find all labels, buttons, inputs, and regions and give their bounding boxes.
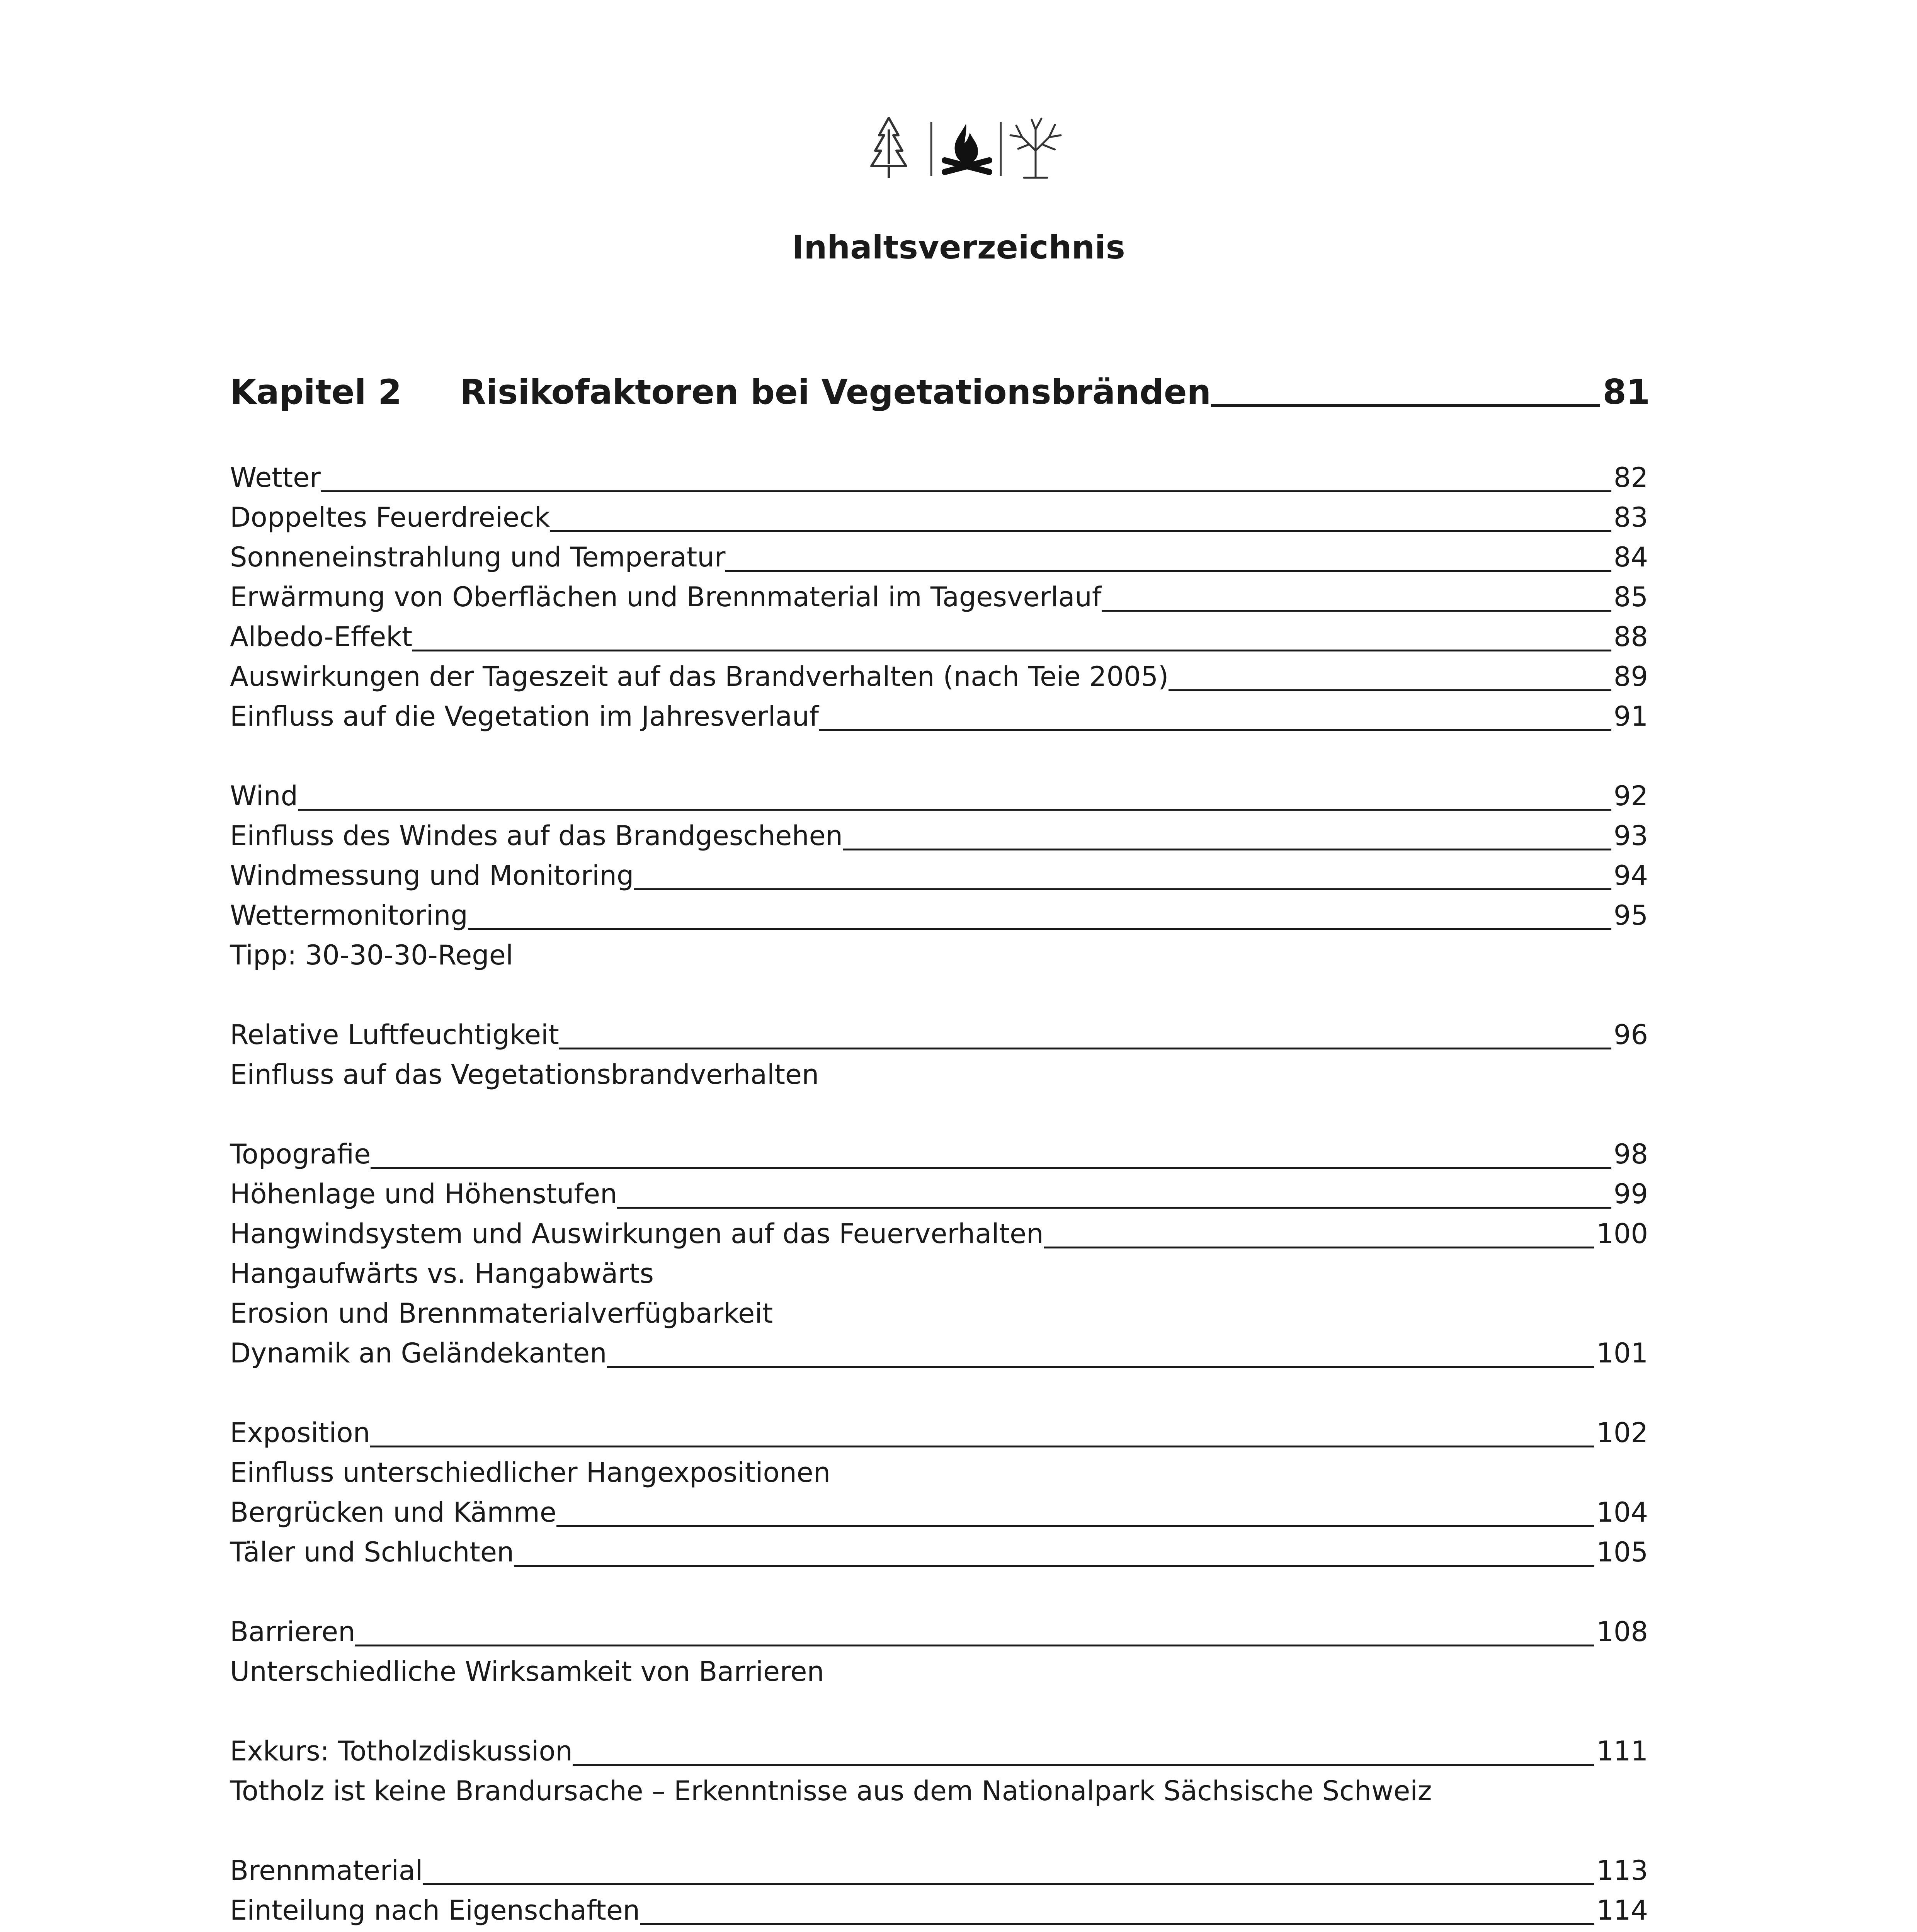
campfire-icon: [945, 124, 989, 172]
leader-line: [550, 530, 1611, 532]
toc-entry-page: 108: [1596, 1616, 1648, 1648]
toc-entry-page: 83: [1613, 502, 1648, 533]
toc-entry-title: Höhenlage und Höhenstufen: [230, 1178, 617, 1210]
toc-entry[interactable]: [230, 896, 1648, 935]
leader-line: [371, 1167, 1611, 1169]
leader-line: [468, 928, 1611, 930]
leader-line: [725, 570, 1611, 572]
leader-line: [298, 809, 1611, 811]
toc-entry[interactable]: [230, 1333, 1648, 1373]
toc-entry-title: Hangwindsystem und Auswirkungen auf das Feuerverhalten: [230, 1218, 1044, 1250]
toc-entry-page: 101: [1596, 1337, 1648, 1369]
toc-entry-title: Sonneneinstrahlung und Temperatur: [230, 541, 726, 573]
toc-entry-title: Täler und Schluchten: [230, 1536, 514, 1568]
group-spacer: [230, 975, 1648, 1015]
leader-line: [556, 1525, 1594, 1527]
leader-line: [1102, 610, 1611, 612]
leader-line: [1044, 1247, 1594, 1248]
toc-entry-page: 82: [1613, 462, 1648, 493]
toc-entry-page: 111: [1596, 1735, 1648, 1767]
leader-line: [370, 1446, 1594, 1447]
leader-line: [1211, 404, 1599, 407]
leader-line: [819, 729, 1611, 731]
toc-entry-title: Wetter: [230, 462, 321, 493]
toc-entry-page: 100: [1596, 1218, 1648, 1250]
chapter-entry[interactable]: [460, 373, 1650, 412]
toc-entry[interactable]: [230, 1930, 1648, 1932]
toc-entry[interactable]: [230, 1851, 1648, 1891]
toc-entry-title: Bergrücken und Kämme: [230, 1497, 556, 1528]
toc-entry-page: 104: [1596, 1497, 1648, 1528]
toc-entry-title: Erwärmung von Oberflächen und Brennmaterial im Tagesverlauf: [230, 581, 1102, 613]
toc-entry-title: Relative Luftfeuchtigkeit: [230, 1019, 559, 1051]
leader-line: [412, 650, 1611, 651]
toc-entry-page: 89: [1613, 661, 1648, 692]
leader-line: [355, 1645, 1594, 1646]
toc-entry-page: 113: [1596, 1855, 1648, 1886]
toc-entry-title: Dynamik an Geländekanten: [230, 1337, 607, 1369]
group-spacer: [230, 1373, 1648, 1413]
toc-entry[interactable]: [230, 1254, 1648, 1294]
toc-entry-title: Wettermonitoring: [230, 900, 468, 931]
toc-entry-page: 94: [1613, 860, 1648, 891]
toc-entry-title: Doppeltes Feuerdreieck: [230, 502, 550, 533]
page-title: Inhaltsverzeichnis: [792, 228, 1125, 266]
toc-entry-title: Einfluss auf das Vegetationsbrandverhalten: [230, 1059, 819, 1090]
toc-entry[interactable]: [230, 1453, 1648, 1493]
toc-entry-page: 85: [1613, 581, 1648, 613]
toc-entry-page: 84: [1613, 541, 1648, 573]
toc-entry[interactable]: [230, 1731, 1648, 1771]
toc-entry[interactable]: [230, 1174, 1648, 1214]
toc-entry-title: Albedo-Effekt: [230, 621, 413, 653]
toc-entry[interactable]: [230, 537, 1648, 577]
toc-entry[interactable]: [230, 657, 1648, 697]
leader-line: [514, 1565, 1594, 1567]
toc-entry-title: Erosion und Brennmaterialverfügbarkeit: [230, 1298, 773, 1329]
toc-entry-page: 92: [1613, 780, 1648, 812]
leader-line: [607, 1366, 1594, 1368]
toc-entry-title: Brennmaterial: [230, 1855, 423, 1886]
group-spacer: [230, 1811, 1648, 1851]
toc-entry-page: 99: [1613, 1178, 1648, 1210]
group-spacer: [230, 736, 1648, 776]
toc-entry[interactable]: [230, 816, 1648, 856]
toc-entry-title: Exkurs: Totholzdiskussion: [230, 1735, 573, 1767]
toc-entry[interactable]: [230, 1612, 1648, 1652]
toc-entry-title: Windmessung und Monitoring: [230, 860, 634, 891]
toc-entry[interactable]: [230, 458, 1648, 498]
toc-entry-title: Tipp: 30-30-30-Regel: [230, 939, 514, 971]
toc-entry[interactable]: [230, 935, 1648, 975]
toc-entry-page: 114: [1596, 1895, 1648, 1926]
group-spacer: [230, 1095, 1648, 1134]
leader-line: [559, 1048, 1611, 1049]
group-spacer: [230, 1692, 1648, 1731]
toc-entry-title: Hangaufwärts vs. Hangabwärts: [230, 1258, 654, 1289]
toc-entry-title: [230, 1930, 695, 1932]
leader-line: [617, 1207, 1611, 1209]
toc-entry[interactable]: [230, 697, 1648, 736]
toc-entry[interactable]: [230, 1532, 1648, 1572]
toc-entry-page: 96: [1613, 1019, 1648, 1051]
chapter-heading: [230, 373, 1650, 412]
toc-entry[interactable]: [230, 1294, 1648, 1333]
toc-entry[interactable]: [230, 1493, 1648, 1532]
toc-entry[interactable]: [230, 1055, 1648, 1095]
toc-entry-page: 98: [1613, 1138, 1648, 1170]
leader-line: [423, 1883, 1594, 1885]
leader-line: [634, 888, 1611, 890]
toc-entry[interactable]: [230, 617, 1648, 657]
toc-entry-page: [1596, 1930, 1648, 1932]
toc-entry-title: Barrieren: [230, 1616, 356, 1648]
toc-entry-title: Exposition: [230, 1417, 370, 1449]
leader-line: [843, 849, 1611, 850]
toc-entry-title: Einteilung nach Eigenschaften: [230, 1895, 640, 1926]
toc-entry-page: 93: [1613, 820, 1648, 852]
leader-line: [573, 1764, 1594, 1766]
toc-entry-title: Einfluss des Windes auf das Brandgeschehen: [230, 820, 843, 852]
toc-entry-page: 88: [1613, 621, 1648, 653]
toc-entry[interactable]: [230, 577, 1648, 617]
toc-entry[interactable]: [230, 856, 1648, 896]
leader-line: [640, 1923, 1594, 1925]
toc-entries: [230, 458, 1648, 1932]
toc-entry[interactable]: [230, 1015, 1648, 1055]
toc-entry[interactable]: [230, 776, 1648, 816]
toc-entry-page: 105: [1596, 1536, 1648, 1568]
leader-line: [321, 490, 1611, 492]
chapter-label: Kapitel 2: [230, 372, 402, 412]
toc-entry-title: Einfluss unterschiedlicher Hangexpositionen: [230, 1457, 831, 1488]
toc-entry[interactable]: [230, 1652, 1648, 1692]
toc-entry-title: Totholz ist keine Brandursache – Erkenntnisse aus dem Nationalpark Sächsische Schweiz: [230, 1775, 1432, 1807]
toc-entry[interactable]: [230, 1413, 1648, 1453]
group-spacer: [230, 1572, 1648, 1612]
toc-entry-title: Auswirkungen der Tageszeit auf das Brandverhalten (nach Teie 2005): [230, 661, 1169, 692]
toc-entry[interactable]: [230, 1134, 1648, 1174]
leader-line: [1169, 689, 1611, 691]
toc-entry-page: 102: [1596, 1417, 1648, 1449]
toc-entry[interactable]: [230, 1891, 1648, 1930]
header-logo: [866, 114, 1067, 182]
toc-entry-title: Wind: [230, 780, 298, 812]
toc-entry-page: 91: [1613, 701, 1648, 732]
bare-tree-icon: [1010, 119, 1061, 178]
chapter-title: Risikofaktoren bei Vegetationsbränden: [460, 372, 1211, 412]
toc-entry[interactable]: [230, 498, 1648, 537]
toc-entry-title: Einfluss auf die Vegetation im Jahresverlauf: [230, 701, 819, 732]
toc-entry-page: 95: [1613, 900, 1648, 931]
toc-entry-title: Unterschiedliche Wirksamkeit von Barrieren: [230, 1656, 824, 1687]
toc-entry[interactable]: [230, 1214, 1648, 1254]
fir-tree-icon: [871, 118, 906, 178]
chapter-page: 81: [1602, 372, 1650, 412]
toc-entry-title: Topografie: [230, 1138, 371, 1170]
toc-entry[interactable]: [230, 1771, 1648, 1811]
